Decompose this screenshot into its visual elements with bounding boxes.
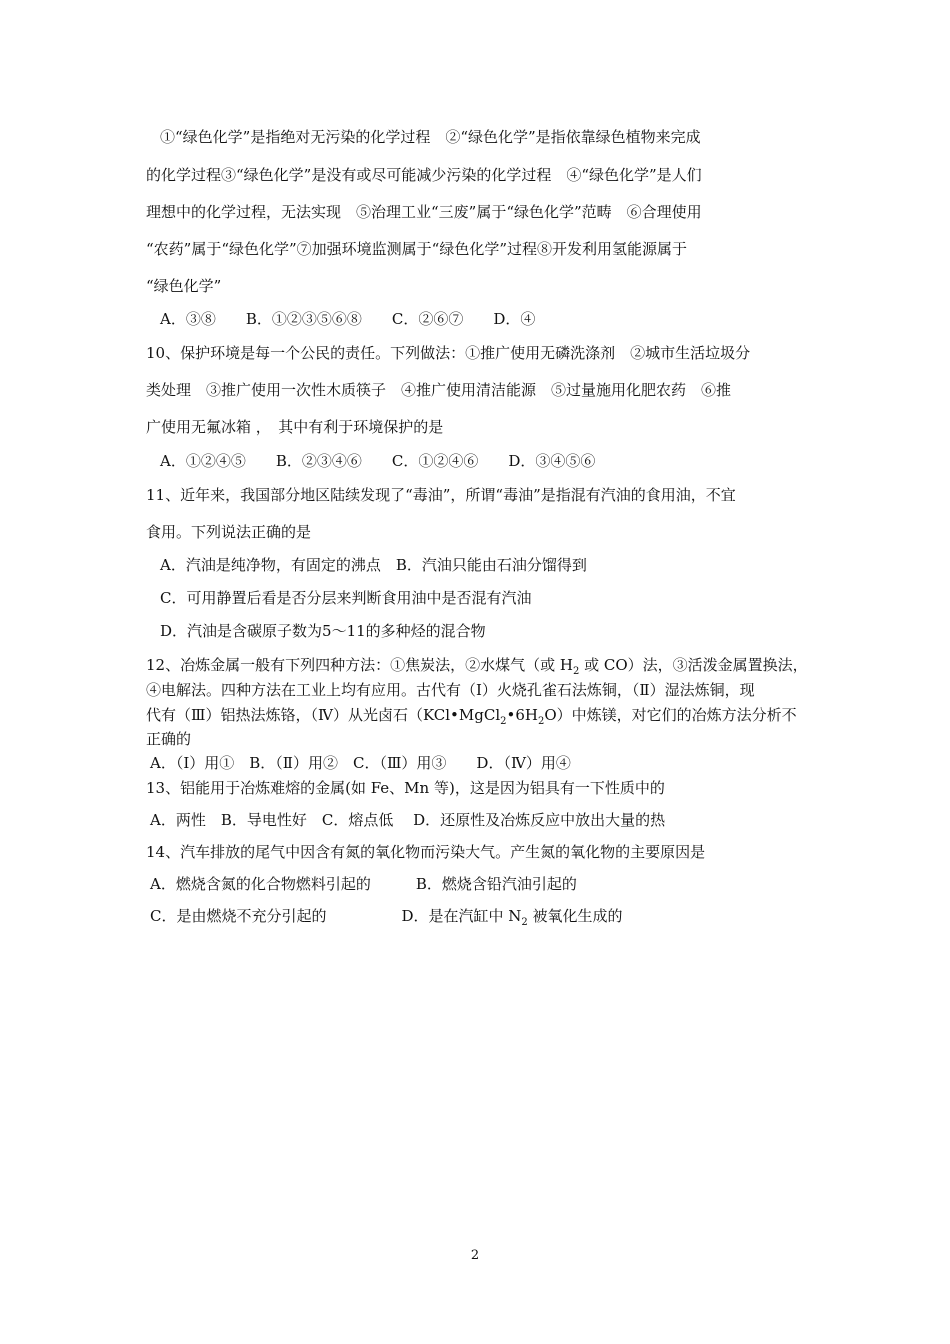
q9-line-1: ①“绿色化学”是指绝对无污染的化学过程 ②“绿色化学”是指依靠绿色植物来完成 [160, 128, 701, 146]
q14-n2-subscript: 2 [521, 917, 528, 928]
q11-line-2: 食用。下列说法正确的是 [146, 523, 312, 541]
q11-option-a-b: A．汽油是纯净物，有固定的沸点 B．汽油只能由石油分馏得到 [160, 556, 587, 574]
q12-h2-subscript: 2 [572, 666, 580, 677]
q11-option-d: D．汽油是含碳原子数为5～11的多种烃的混合物 [160, 622, 486, 640]
q14-option-c-d-a: C．是由燃烧不充分引起的 D．是在汽缸中 N [150, 907, 522, 925]
q12-line-1-b: 或 CO）法，③活泼金属置换法， [579, 656, 808, 674]
q12-options: A．（Ⅰ）用① B．（Ⅱ）用② C．（Ⅲ）用③ D．（Ⅳ）用④ [150, 754, 571, 772]
q14-line-1: 14、汽车排放的尾气中因含有氮的氧化物而污染大气。产生氮的氧化物的主要原因是 [146, 843, 706, 861]
q10-line-2: 类处理 ③推广使用一次性木质筷子 ④推广使用清洁能源 ⑤过量施用化肥农药 ⑥推 [146, 381, 732, 399]
q12-line-3-a: 代有（Ⅲ）铝热法炼铬，（Ⅳ）从光卤石（KCl•MgCl [146, 706, 501, 724]
q12-line-1 [146, 655, 808, 675]
q14-option-a-b: A．燃烧含氮的化合物燃料引起的 B．燃烧含铅汽油引起的 [150, 875, 577, 893]
q12-line-3-c: O）中炼镁，对它们的冶炼方法分析不 [544, 706, 797, 724]
q12-line-4: 正确的 [146, 730, 192, 748]
q9-line-4: “农药”属于“绿色化学”⑦加强环境监测属于“绿色化学”过程⑧开发利用氢能源属于 [146, 240, 688, 258]
q9-line-5: “绿色化学” [146, 277, 222, 295]
q9-line-2: 的化学过程③“绿色化学”是没有或尽可能减少污染的化学过程 ④“绿色化学”是人们 [146, 166, 702, 184]
q10-line-3: 广使用无氟冰箱 ， 其中有利于环境保护的是 [146, 418, 444, 436]
q14-option-c-d-b: 被氧化生成的 [527, 907, 623, 925]
q13-line-1: 13、铝能用于冶炼难熔的金属(如 Fe、Mn 等)，这是因为铝具有一下性质中的 [146, 779, 665, 797]
q13-options: A．两性 B．导电性好 C．熔点低 D．还原性及冶炼反应中放出大量的热 [150, 811, 666, 829]
q10-options: A．①②④⑤ B．②③④⑥ C．①②④⑥ D．③④⑤⑥ [160, 452, 596, 470]
q12-mgcl2-subscript: 2 [500, 716, 507, 727]
page-number: 2 [470, 1248, 480, 1263]
q12-line-1-a: 12、冶炼金属一般有下列四种方法：①焦炭法，②水煤气（或 H [146, 656, 573, 674]
q11-line-1: 11、近年来，我国部分地区陆续发现了“毒油”，所谓“毒油”是指混有汽油的食用油，不宜 [146, 486, 736, 504]
q10-line-1: 10、保护环境是每一个公民的责任。下列做法：①推广使用无磷洗涤剂 ②城市生活垃圾分 [146, 344, 751, 362]
q12-h2o-subscript: 2 [537, 716, 545, 727]
q9-options: A．③⑧ B．①②③⑤⑥⑧ C．②⑥⑦ D．④ [160, 310, 536, 328]
q12-line-3 [146, 705, 797, 725]
q11-option-c: C．可用静置后看是否分层来判断食用油中是否混有汽油 [160, 589, 532, 607]
q12-line-2: ④电解法。四种方法在工业上均有应用。古代有（Ⅰ）火烧孔雀石法炼铜，（Ⅱ）湿法炼铜，现 [146, 681, 755, 699]
q14-option-c-d [150, 906, 623, 926]
q12-line-3-b: •6H [506, 706, 538, 724]
q9-line-3: 理想中的化学过程，无法实现 ⑤治理工业“三废”属于“绿色化学”范畴 ⑥合理使用 [146, 203, 702, 221]
